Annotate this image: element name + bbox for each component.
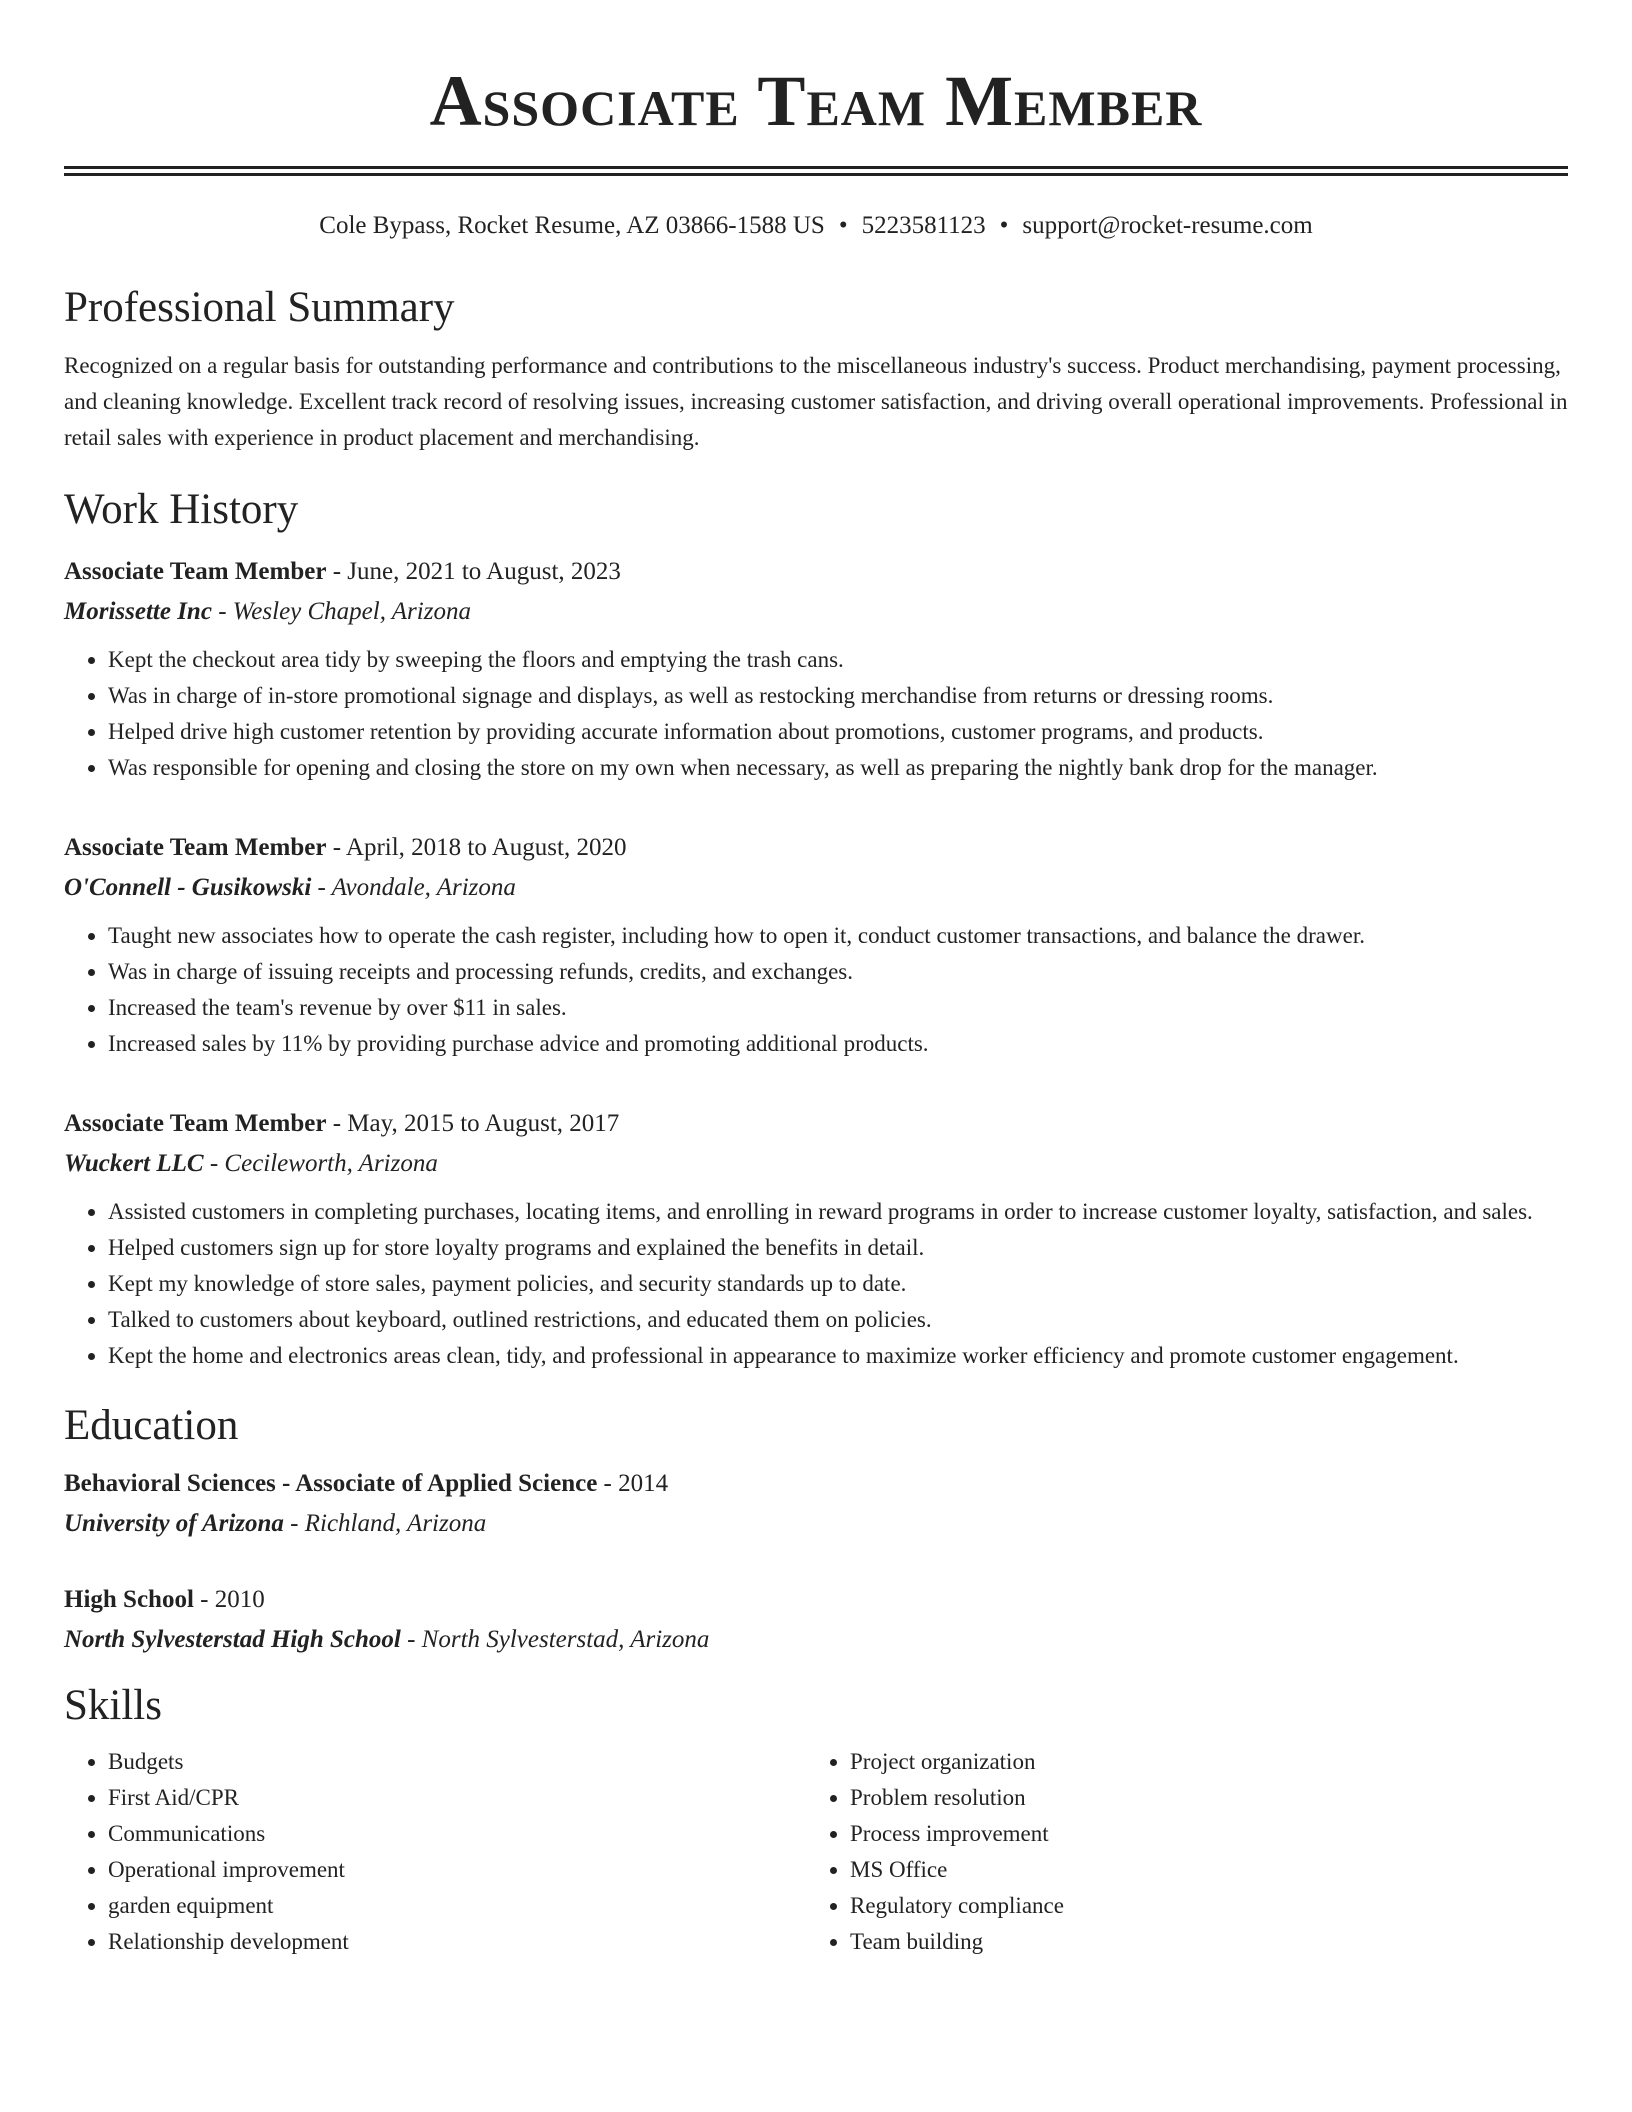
job-company-line <box>64 1146 1568 1182</box>
work-history-heading: Work History <box>64 486 299 533</box>
education-year: - 2014 <box>597 1470 669 1497</box>
education-school-line <box>64 1622 1568 1658</box>
skill-item: • First Aid/CPR <box>108 1780 806 1816</box>
work-history-section <box>64 484 1568 1374</box>
job-company-line <box>64 870 1568 906</box>
job-bullets <box>64 918 1568 1062</box>
job-entry <box>64 830 1568 1062</box>
job-location: - Cecileworth, Arizona <box>203 1150 438 1177</box>
contact-separator: • <box>838 212 848 239</box>
job-dates: - April, 2018 to August, 2020 <box>326 834 627 861</box>
job-bullet: • Kept the home and electronics areas clean, tidy, and professional in appearance to maximize worker efficiency and promote customer engagement. <box>108 1338 1568 1374</box>
education-section <box>64 1400 1568 1658</box>
job-company-line <box>64 594 1568 630</box>
job-bullet: • Helped drive high customer retention by providing accurate information about promotions, customer programs, and products. <box>108 714 1568 750</box>
education-location: - North Sylvesterstad, Arizona <box>400 1626 710 1653</box>
job-bullet: • Was responsible for opening and closing the store on my own when necessary, as well as preparing the nightly bank drop for the manager. <box>108 750 1568 786</box>
skill-item: • Project organization <box>850 1744 1548 1780</box>
job-location: - Wesley Chapel, Arizona <box>211 598 471 625</box>
job-bullets <box>64 642 1568 786</box>
job-bullet: • Kept my knowledge of store sales, payment policies, and security standards up to date. <box>108 1266 1568 1302</box>
job-bullet: • Increased the team's revenue by over $11 in sales. <box>108 990 1568 1026</box>
job-title-line <box>64 830 1568 866</box>
skills-left-column <box>64 1744 806 1960</box>
job-location: - Avondale, Arizona <box>311 874 516 901</box>
job-bullet: • Increased sales by 11% by providing purchase advice and promoting additional products. <box>108 1026 1568 1062</box>
job-bullet: • Was in charge of in-store promotional signage and displays, as well as restocking merchandise from returns or dressing rooms. <box>108 678 1568 714</box>
job-bullet: • Talked to customers about keyboard, outlined restrictions, and educated them on policies. <box>108 1302 1568 1338</box>
summary-text: Recognized on a regular basis for outstanding performance and contributions to the miscellaneous industry's success. Product merchandising, payment processing, and cleaning knowledge. Excellent track record of resolving issues, increasing customer satisfaction, and driving overall operational improvements. Professional in retail sales with experience in product placement and merchandising. <box>64 353 1568 450</box>
job-dates: - June, 2021 to August, 2023 <box>326 558 621 585</box>
job-bullets <box>64 1194 1568 1374</box>
skill-item: • Regulatory compliance <box>850 1888 1548 1924</box>
summary-section <box>64 282 1568 456</box>
education-degree-line <box>64 1582 1568 1618</box>
job-company: Morissette Inc <box>64 598 212 625</box>
education-heading: Education <box>64 1402 239 1449</box>
job-entry <box>64 554 1568 786</box>
education-school: North Sylvesterstad High School <box>64 1626 401 1653</box>
job-bullet: • Assisted customers in completing purchases, locating items, and enrolling in reward programs in order to increase customer loyalty, satisfaction, and sales. <box>108 1194 1568 1230</box>
job-title-line <box>64 1106 1568 1142</box>
skill-item: • Relationship development <box>108 1924 806 1960</box>
job-title: Associate Team Member <box>64 834 327 861</box>
education-degree: Behavioral Sciences - Associate of Applied Science <box>64 1470 598 1497</box>
education-entry <box>64 1466 1568 1542</box>
resume-name: Associate Team Member <box>429 61 1203 141</box>
skill-item: • Communications <box>108 1816 806 1852</box>
job-title: Associate Team Member <box>64 558 327 585</box>
skill-item: • Process improvement <box>850 1816 1548 1852</box>
contact-address: Cole Bypass, Rocket Resume, AZ 03866-1588 US <box>319 212 825 239</box>
job-dates: - May, 2015 to August, 2017 <box>326 1110 620 1137</box>
header-double-rule <box>64 166 1568 176</box>
skills-heading: Skills <box>64 1682 162 1729</box>
education-school-line <box>64 1506 1568 1542</box>
job-title: Associate Team Member <box>64 1110 327 1137</box>
contact-email: support@rocket-resume.com <box>1022 212 1313 239</box>
skill-item: • MS Office <box>850 1852 1548 1888</box>
skill-item: • Operational improvement <box>108 1852 806 1888</box>
job-bullet: • Was in charge of issuing receipts and processing refunds, credits, and exchanges. <box>108 954 1568 990</box>
education-degree: High School <box>64 1586 194 1613</box>
job-title-line <box>64 554 1568 590</box>
skill-item: • Budgets <box>108 1744 806 1780</box>
contact-phone: 5223581123 <box>861 212 986 239</box>
skills-right-column <box>806 1744 1548 1960</box>
education-year: - 2010 <box>193 1586 265 1613</box>
job-bullet: • Taught new associates how to operate the cash register, including how to open it, conduct customer transactions, and balance the drawer. <box>108 918 1568 954</box>
job-bullet: • Helped customers sign up for store loyalty programs and explained the benefits in detail. <box>108 1230 1568 1266</box>
contact-line <box>64 210 1568 242</box>
summary-heading: Professional Summary <box>64 284 455 331</box>
skill-item: • Team building <box>850 1924 1548 1960</box>
job-company: Wuckert LLC <box>64 1150 204 1177</box>
contact-separator: • <box>999 212 1009 239</box>
education-degree-line <box>64 1466 1568 1502</box>
job-entry <box>64 1106 1568 1374</box>
skill-item: • garden equipment <box>108 1888 806 1924</box>
skill-item: • Problem resolution <box>850 1780 1548 1816</box>
education-school: University of Arizona <box>64 1510 284 1537</box>
job-bullet: • Kept the checkout area tidy by sweeping the floors and emptying the trash cans. <box>108 642 1568 678</box>
education-entry <box>64 1582 1568 1658</box>
education-location: - Richland, Arizona <box>283 1510 487 1537</box>
skills-section <box>64 1680 1568 1960</box>
skills-columns <box>64 1744 1568 1960</box>
job-company: O'Connell - Gusikowski <box>64 874 312 901</box>
